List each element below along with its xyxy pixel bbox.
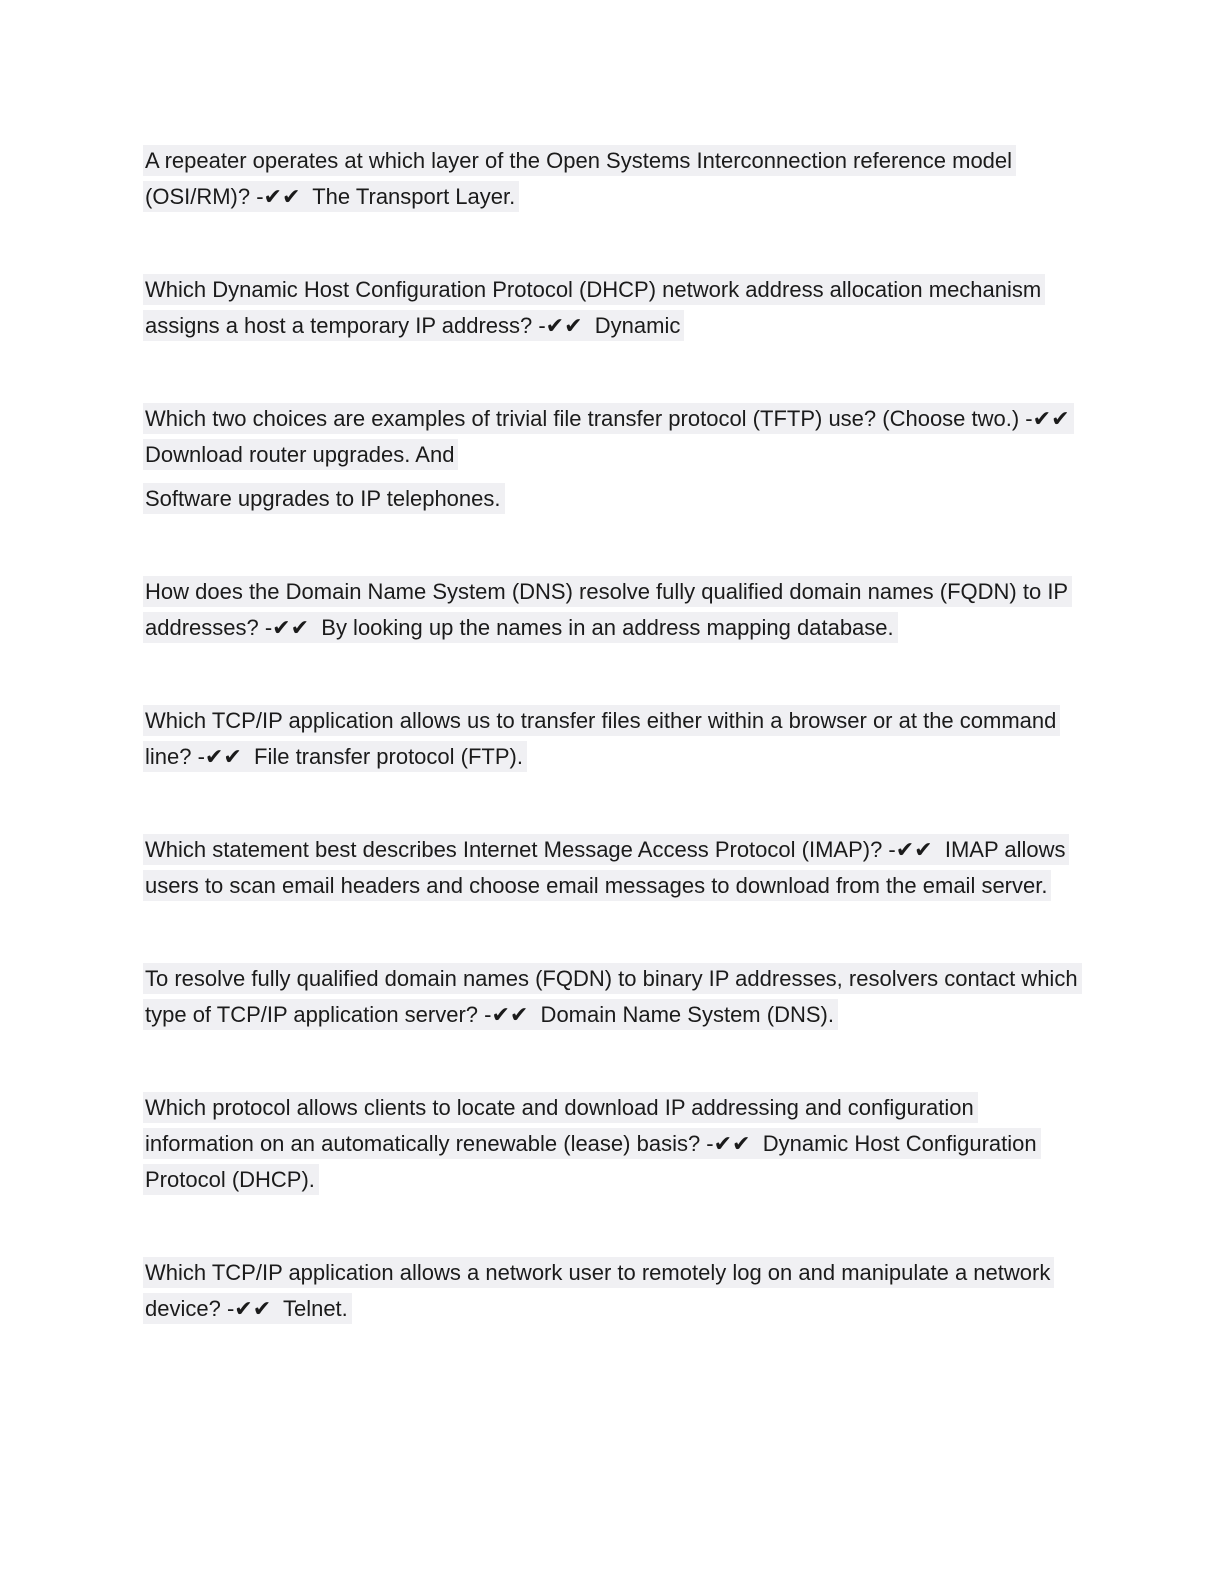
text-line — [143, 1126, 1164, 1162]
text-line — [143, 997, 1164, 1033]
highlighted-text: assigns a host a temporary IP address? -✔✔ Dynamic — [143, 310, 684, 341]
text-line — [143, 437, 1164, 473]
qa-block-dns-resolve — [143, 574, 1164, 646]
text-line — [143, 308, 1164, 344]
highlighted-text: line? -✔✔ File transfer protocol (FTP). — [143, 741, 527, 772]
paragraph — [143, 1090, 1164, 1198]
highlighted-text: users to scan email headers and choose email messages to download from the email server. — [143, 870, 1051, 901]
highlighted-text: device? -✔✔ Telnet. — [143, 1293, 352, 1324]
highlighted-text: Download router upgrades. And — [143, 439, 458, 470]
qa-block-dhcp-allocation — [143, 272, 1164, 344]
highlighted-text: A repeater operates at which layer of the Open Systems Interconnection reference model — [143, 145, 1016, 176]
paragraph — [143, 961, 1164, 1033]
paragraph — [143, 703, 1164, 775]
paragraph — [143, 1255, 1164, 1327]
text-line — [143, 1162, 1164, 1198]
text-line — [143, 610, 1164, 646]
qa-block-telnet — [143, 1255, 1164, 1327]
paragraph — [143, 574, 1164, 646]
highlighted-text: Software upgrades to IP telephones. — [143, 483, 505, 514]
text-line — [143, 832, 1164, 868]
qa-block-fqdn-resolvers — [143, 961, 1164, 1033]
text-line — [143, 1291, 1164, 1327]
highlighted-text: To resolve fully qualified domain names (FQDN) to binary IP addresses, resolvers contact which — [143, 963, 1082, 994]
highlighted-text: Which TCP/IP application allows a network user to remotely log on and manipulate a network — [143, 1257, 1054, 1288]
highlighted-text: type of TCP/IP application server? -✔✔ Domain Name System (DNS). — [143, 999, 838, 1030]
qa-block-tftp-use — [143, 401, 1164, 517]
paragraph — [143, 481, 1164, 517]
text-line — [143, 481, 1164, 517]
text-line — [143, 272, 1164, 308]
paragraph — [143, 401, 1164, 473]
text-line — [143, 739, 1164, 775]
qa-block-repeater-osi — [143, 143, 1164, 215]
highlighted-text: Which protocol allows clients to locate and download IP addressing and configuration — [143, 1092, 978, 1123]
paragraph — [143, 143, 1164, 215]
highlighted-text: How does the Domain Name System (DNS) resolve fully qualified domain names (FQDN) to IP — [143, 576, 1072, 607]
text-line — [143, 401, 1164, 437]
qa-block-ftp-transfer — [143, 703, 1164, 775]
highlighted-text: addresses? -✔✔ By looking up the names in an address mapping database. — [143, 612, 898, 643]
qa-block-imap-statement — [143, 832, 1164, 904]
text-line — [143, 703, 1164, 739]
text-line — [143, 868, 1164, 904]
paragraph — [143, 272, 1164, 344]
highlighted-text: Protocol (DHCP). — [143, 1164, 319, 1195]
paragraph — [143, 832, 1164, 904]
text-line — [143, 961, 1164, 997]
highlighted-text: information on an automatically renewable (lease) basis? -✔✔ Dynamic Host Configuration — [143, 1128, 1041, 1159]
highlighted-text: Which TCP/IP application allows us to transfer files either within a browser or at the command — [143, 705, 1060, 736]
qa-block-dhcp-lease — [143, 1090, 1164, 1198]
text-line — [143, 1090, 1164, 1126]
highlighted-text: Which statement best describes Internet Message Access Protocol (IMAP)? -✔✔ IMAP allows — [143, 834, 1069, 865]
text-line — [143, 1255, 1164, 1291]
text-line — [143, 179, 1164, 215]
highlighted-text: (OSI/RM)? -✔✔ The Transport Layer. — [143, 181, 519, 212]
highlighted-text: Which two choices are examples of trivial file transfer protocol (TFTP) use? (Choose two.) -✔✔ — [143, 403, 1074, 434]
highlighted-text: Which Dynamic Host Configuration Protocol (DHCP) network address allocation mechanism — [143, 274, 1045, 305]
text-line — [143, 574, 1164, 610]
text-line — [143, 143, 1164, 179]
